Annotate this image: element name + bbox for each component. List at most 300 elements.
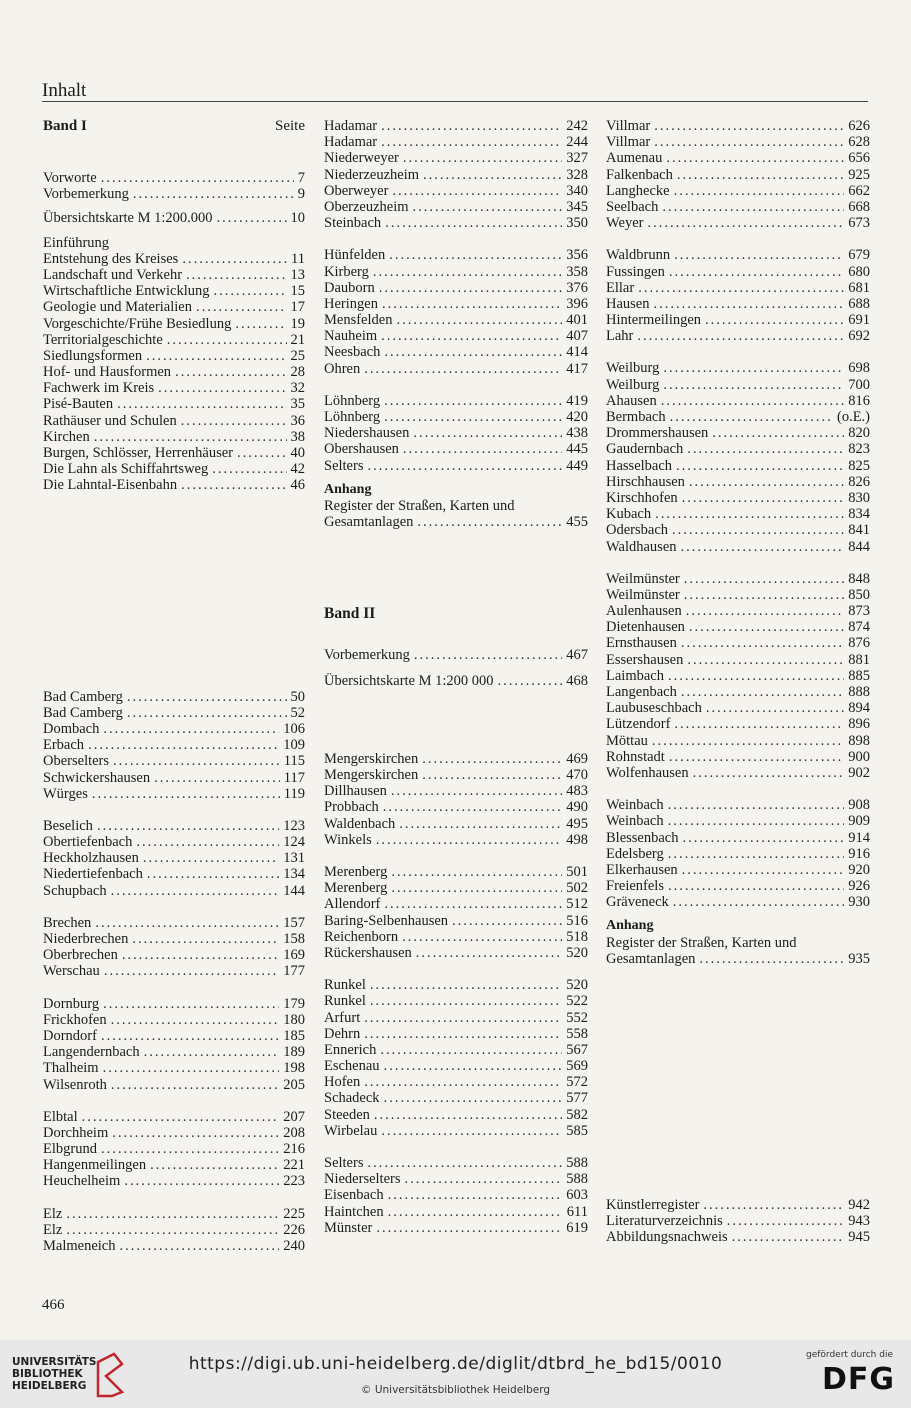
toc-entry-page: 844 <box>848 538 870 555</box>
toc-entry[interactable] <box>43 429 305 445</box>
page-number: 466 <box>42 1297 65 1313</box>
dot-leader <box>364 361 562 377</box>
toc-entry[interactable] <box>43 1141 305 1157</box>
toc-entry-page: 490 <box>566 799 588 816</box>
toc-entry-page: 656 <box>848 150 870 167</box>
toc-entry[interactable] <box>43 299 305 315</box>
toc-entry[interactable] <box>324 1026 588 1042</box>
toc-entry[interactable] <box>43 1077 305 1093</box>
toc-entry[interactable] <box>43 1222 305 1238</box>
toc-entry-title: Hadamar <box>324 118 378 134</box>
dot-leader <box>681 635 844 651</box>
toc-entry-page: 470 <box>566 767 588 784</box>
toc-entry[interactable] <box>324 751 588 767</box>
toc-entry[interactable] <box>324 215 588 231</box>
toc-entry[interactable] <box>606 700 870 716</box>
dot-leader <box>88 737 279 753</box>
toc-entry-title: Malmeneich <box>43 1238 116 1254</box>
toc-entry[interactable] <box>324 514 588 530</box>
toc-entry[interactable] <box>324 409 588 425</box>
toc-entry-title: Landschaft und Verkehr <box>43 266 183 283</box>
toc-group <box>324 1155 588 1236</box>
dot-leader <box>403 150 562 166</box>
toc-entry[interactable] <box>606 522 870 538</box>
toc-entry-page: 582 <box>566 1106 588 1123</box>
toc-entry[interactable] <box>606 862 870 878</box>
toc-entry-page: 830 <box>848 489 870 506</box>
toc-entry[interactable] <box>43 996 305 1012</box>
toc-entry[interactable] <box>324 816 588 832</box>
toc-entry[interactable] <box>606 393 870 409</box>
toc-entry[interactable] <box>43 461 305 477</box>
toc-entry-page: 208 <box>283 1124 305 1141</box>
toc-entry[interactable] <box>606 1197 870 1213</box>
dot-leader <box>413 199 563 215</box>
toc-entry-page: 692 <box>848 328 870 345</box>
toc-entry-page: 816 <box>848 392 870 409</box>
toc-entry[interactable] <box>43 413 305 429</box>
toc-group <box>606 247 870 344</box>
dot-leader <box>143 850 279 866</box>
toc-entry-page: 628 <box>848 134 870 151</box>
toc-entry[interactable] <box>324 783 588 799</box>
toc-entry[interactable] <box>606 765 870 781</box>
toc-entry[interactable] <box>606 1229 870 1245</box>
dot-leader <box>405 1171 563 1187</box>
toc-entry[interactable] <box>43 1173 305 1189</box>
toc-entry-title: Kirchen <box>43 428 90 445</box>
toc-entry[interactable] <box>324 977 588 993</box>
toc-entry[interactable] <box>43 283 305 299</box>
toc-entry-page: 328 <box>566 166 588 183</box>
toc-column-3 <box>606 118 870 1246</box>
toc-entry[interactable] <box>43 883 305 899</box>
toc-entry-page: 603 <box>566 1187 588 1204</box>
toc-entry[interactable] <box>606 199 870 215</box>
toc-entry-page: (o.E.) <box>836 409 870 425</box>
toc-entry-page: 662 <box>848 182 870 199</box>
toc-entry-title: Möttau <box>606 732 648 749</box>
toc-entry-page: 123 <box>283 817 305 834</box>
toc-entry[interactable] <box>43 947 305 963</box>
dot-leader <box>388 1204 563 1220</box>
toc-entry[interactable] <box>324 993 588 1009</box>
toc-entry-title: Erbach <box>43 737 85 754</box>
toc-entry-page: 914 <box>848 829 870 846</box>
toc-entry[interactable] <box>606 118 870 134</box>
toc-entry-page: 242 <box>566 118 588 134</box>
toc-entry-title: Weyer <box>606 215 644 232</box>
toc-group <box>43 689 305 802</box>
toc-entry[interactable] <box>606 652 870 668</box>
toc-entry[interactable] <box>43 396 305 412</box>
toc-entry-page: 11 <box>291 250 305 267</box>
toc-entry[interactable] <box>43 1012 305 1028</box>
toc-entry-page: 501 <box>566 864 588 881</box>
toc-entry-page: 9 <box>297 186 305 203</box>
dfg-funding-note: gefördert durch die <box>806 1350 893 1360</box>
dot-leader <box>638 280 844 296</box>
toc-entry[interactable] <box>324 1171 588 1187</box>
toc-entry-page: 42 <box>290 461 305 478</box>
toc-entry-title: Lahr <box>606 328 634 345</box>
toc-entry[interactable] <box>43 689 305 705</box>
toc-entry[interactable] <box>324 832 588 848</box>
toc-entry[interactable] <box>43 1125 305 1141</box>
dot-leader <box>383 799 562 815</box>
toc-entry[interactable] <box>324 199 588 215</box>
toc-entry-title: Runkel <box>324 993 366 1010</box>
dot-leader <box>92 786 280 802</box>
toc-entry-page: 626 <box>848 118 870 134</box>
dot-leader <box>132 931 279 947</box>
toc-entry[interactable] <box>43 915 305 931</box>
toc-entry[interactable] <box>43 818 305 834</box>
dot-leader <box>66 1206 279 1222</box>
toc-entry[interactable] <box>606 635 870 651</box>
toc-entry[interactable] <box>43 332 305 348</box>
dot-leader <box>391 864 562 880</box>
toc-entry-page: 327 <box>566 150 588 167</box>
toc-entry[interactable] <box>324 167 588 183</box>
toc-entry[interactable] <box>324 1107 588 1123</box>
dot-leader <box>689 474 844 490</box>
toc-entry[interactable] <box>43 316 305 332</box>
dot-leader <box>384 409 562 425</box>
toc-entry[interactable] <box>43 1044 305 1060</box>
toc-entry[interactable] <box>324 1123 588 1139</box>
toc-entry[interactable] <box>606 951 870 967</box>
toc-entry-page: 177 <box>283 963 305 980</box>
toc-entry[interactable] <box>606 167 870 183</box>
toc-entry-title: Weilmünster <box>606 586 680 603</box>
toc-entry[interactable] <box>324 1042 588 1058</box>
toc-entry[interactable] <box>606 215 870 231</box>
toc-entry[interactable] <box>606 150 870 166</box>
dot-leader <box>674 183 845 199</box>
toc-entry-title: Weilburg <box>606 376 660 393</box>
dot-leader <box>392 183 562 199</box>
toc-entry-title: Gesamtanlagen <box>606 950 696 967</box>
toc-entry[interactable] <box>324 183 588 199</box>
toc-entry[interactable] <box>606 474 870 490</box>
toc-entry-title: Dillhausen <box>324 783 387 800</box>
toc-entry[interactable] <box>43 251 305 267</box>
toc-entry-page: 825 <box>848 457 870 474</box>
dot-leader <box>144 1044 280 1060</box>
toc-entry[interactable] <box>324 264 588 280</box>
toc-entry[interactable] <box>324 1090 588 1106</box>
dot-leader <box>112 1125 279 1141</box>
dot-leader <box>376 1220 562 1236</box>
dot-leader <box>654 118 844 134</box>
toc-entry[interactable] <box>43 786 305 802</box>
toc-entry-page: 417 <box>566 360 588 377</box>
dot-leader <box>381 1123 562 1139</box>
toc-entry[interactable] <box>43 721 305 737</box>
toc-entry[interactable] <box>606 377 870 393</box>
toc-entry-page: 223 <box>283 1173 305 1190</box>
toc-entry-title: Übersichtskarte M 1:200.000 <box>43 210 213 227</box>
toc-entry-page: 117 <box>283 769 305 786</box>
toc-entry[interactable] <box>324 929 588 945</box>
dot-leader <box>684 587 845 603</box>
toc-entry-title: Hasselbach <box>606 457 673 474</box>
toc-entry[interactable] <box>606 733 870 749</box>
toc-entry[interactable] <box>324 1204 588 1220</box>
toc-entry-title: Niederweyer <box>324 150 399 167</box>
toc-entry-title: Burgen, Schlösser, Herrenhäuser <box>43 445 234 461</box>
toc-entry-title: Rückershausen <box>324 944 412 961</box>
toc-entry[interactable] <box>606 360 870 376</box>
toc-entry[interactable] <box>606 797 870 813</box>
toc-entry[interactable] <box>43 1206 305 1222</box>
toc-entry[interactable] <box>43 1028 305 1044</box>
toc-entry-title: Bad Camberg <box>43 688 123 705</box>
toc-entry[interactable] <box>324 458 588 474</box>
toc-entry[interactable] <box>324 361 588 377</box>
toc-entry[interactable] <box>606 668 870 684</box>
toc-entry[interactable] <box>43 866 305 882</box>
toc-entry[interactable] <box>606 749 870 765</box>
toc-entry[interactable] <box>324 247 588 263</box>
dot-leader <box>182 251 287 267</box>
toc-entry-page: 902 <box>848 764 870 781</box>
band-label: Band I <box>43 118 87 134</box>
toc-entry[interactable] <box>43 348 305 364</box>
toc-entry[interactable] <box>606 134 870 150</box>
toc-entry[interactable] <box>324 1155 588 1171</box>
toc-entry[interactable] <box>606 506 870 522</box>
toc-entry[interactable] <box>606 441 870 457</box>
toc-entry[interactable] <box>324 647 588 663</box>
document-url-link[interactable]: https://digi.ub.uni-heidelberg.de/diglit/dtbrd_he_bd15/0010 <box>188 1354 723 1374</box>
toc-entry-title: Brechen <box>43 914 92 931</box>
toc-entry-page: 894 <box>848 700 870 717</box>
toc-entry[interactable] <box>43 186 305 202</box>
toc-entry-page: 567 <box>566 1041 588 1058</box>
toc-entry[interactable] <box>606 247 870 263</box>
toc-entry-title: Wilsenroth <box>43 1076 107 1093</box>
toc-entry[interactable] <box>324 150 588 166</box>
dot-leader <box>113 753 280 769</box>
toc-entry[interactable] <box>606 183 870 199</box>
dot-leader <box>402 929 562 945</box>
toc-entry-title: Gräveneck <box>606 894 669 911</box>
toc-entry[interactable] <box>324 799 588 815</box>
toc-entry-page: 15 <box>290 283 305 300</box>
toc-entry-page: 13 <box>290 266 305 283</box>
dot-leader <box>668 668 844 684</box>
toc-entry[interactable] <box>324 913 588 929</box>
toc-entry[interactable] <box>43 834 305 850</box>
toc-entry[interactable] <box>324 296 588 312</box>
toc-group <box>324 393 588 474</box>
toc-entry-page: 10 <box>290 210 305 227</box>
toc-entry[interactable] <box>43 210 305 226</box>
toc-entry[interactable] <box>324 1010 588 1026</box>
toc-entry[interactable] <box>324 425 588 441</box>
toc-entry[interactable] <box>606 425 870 441</box>
dot-leader <box>101 1141 279 1157</box>
toc-entry[interactable] <box>324 896 588 912</box>
toc-entry-title: Vorworte <box>43 170 97 186</box>
toc-entry[interactable] <box>43 705 305 721</box>
toc-entry[interactable] <box>43 380 305 396</box>
toc-entry-title: Falkenbach <box>606 166 673 183</box>
anhang-label: Anhang <box>324 481 372 497</box>
dot-leader <box>167 332 287 348</box>
toc-entry-page: 619 <box>566 1219 588 1236</box>
dot-leader <box>212 461 286 477</box>
dot-leader <box>104 963 279 979</box>
toc-entry[interactable] <box>324 118 588 134</box>
toc-entry[interactable] <box>606 328 870 344</box>
toc-entry-page: 52 <box>290 704 305 721</box>
toc-column-2 <box>324 118 588 1236</box>
toc-entry-title: Waldbrunn <box>606 247 671 264</box>
toc-entry[interactable] <box>43 477 305 493</box>
toc-entry-page: 512 <box>566 896 588 913</box>
toc-entry[interactable] <box>43 931 305 947</box>
toc-entry-page: 848 <box>848 570 870 587</box>
toc-entry-page: 588 <box>566 1155 588 1172</box>
toc-entry-page: 680 <box>848 263 870 280</box>
viewer-footer <box>0 1340 911 1408</box>
toc-entry-title: Die Lahntal-Eisenbahn <box>43 477 178 494</box>
toc-entry[interactable] <box>606 684 870 700</box>
toc-entry[interactable] <box>324 673 588 689</box>
toc-entry[interactable] <box>606 490 870 506</box>
toc-entry-title: Hadamar <box>324 134 378 151</box>
toc-entry[interactable] <box>43 850 305 866</box>
toc-entry[interactable] <box>324 280 588 296</box>
dot-leader <box>699 951 844 967</box>
dot-leader <box>103 1060 280 1076</box>
toc-entry-page: 358 <box>566 263 588 280</box>
toc-entry[interactable] <box>606 280 870 296</box>
toc-entry[interactable] <box>43 267 305 283</box>
toc-entry[interactable] <box>43 170 305 186</box>
toc-entry-page: 518 <box>566 928 588 945</box>
dot-leader <box>705 312 844 328</box>
toc-group <box>606 797 870 910</box>
toc-entry[interactable] <box>606 830 870 846</box>
dot-leader <box>687 652 844 668</box>
toc-entry[interactable] <box>606 846 870 862</box>
toc-entry-page: 498 <box>566 831 588 848</box>
toc-group <box>324 118 588 231</box>
toc-entry[interactable] <box>43 364 305 380</box>
toc-entry[interactable] <box>324 328 588 344</box>
dot-leader <box>396 312 562 328</box>
toc-entry[interactable] <box>606 312 870 328</box>
toc-entry[interactable] <box>43 1157 305 1173</box>
toc-entry-title: Wirbelau <box>324 1122 378 1139</box>
dot-leader <box>706 700 844 716</box>
toc-entry[interactable] <box>324 393 588 409</box>
toc-entry[interactable] <box>606 264 870 280</box>
dot-leader <box>674 716 844 732</box>
toc-entry[interactable] <box>43 737 305 753</box>
dot-leader <box>652 733 844 749</box>
toc-entry-title: Dorndorf <box>43 1027 97 1044</box>
dot-leader <box>117 396 286 412</box>
university-library-logo[interactable]: UNIVERSITÄTS- BIBLIOTHEK HEIDELBERG <box>12 1356 101 1392</box>
toc-entry-title: Reichenborn <box>324 928 399 945</box>
toc-entry-page: 558 <box>566 1025 588 1042</box>
toc-entry-page: 340 <box>566 182 588 199</box>
toc-entry[interactable] <box>606 571 870 587</box>
toc-entry[interactable] <box>606 603 870 619</box>
toc-entry[interactable] <box>324 880 588 896</box>
toc-entry[interactable] <box>43 1238 305 1254</box>
toc-entry[interactable] <box>43 1109 305 1125</box>
toc-entry[interactable] <box>324 1220 588 1236</box>
toc-entry[interactable] <box>606 1213 870 1229</box>
dot-leader <box>367 458 562 474</box>
toc-entry-page: 691 <box>848 312 870 329</box>
dot-leader <box>672 522 844 538</box>
toc-entry[interactable] <box>606 894 870 910</box>
toc-entry[interactable] <box>606 878 870 894</box>
toc-entry[interactable] <box>606 716 870 732</box>
toc-entry[interactable] <box>43 753 305 769</box>
toc-entry[interactable] <box>324 945 588 961</box>
dot-leader <box>662 199 844 215</box>
toc-group <box>43 1109 305 1190</box>
toc-group <box>606 571 870 781</box>
dfg-logo[interactable]: DFG <box>821 1362 895 1397</box>
toc-entry-title: Drommershausen <box>606 425 709 442</box>
toc-entry[interactable] <box>606 587 870 603</box>
toc-entry-title: Runkel <box>324 977 366 994</box>
toc-entry-page: 925 <box>848 166 870 183</box>
toc-entry[interactable] <box>43 963 305 979</box>
toc-entry[interactable] <box>43 770 305 786</box>
toc-entry-page: 414 <box>566 344 588 361</box>
toc-entry-page: 881 <box>848 651 870 668</box>
toc-entry[interactable] <box>324 1074 588 1090</box>
toc-entry[interactable] <box>324 441 588 457</box>
toc-entry[interactable] <box>324 134 588 150</box>
toc-entry[interactable] <box>324 1058 588 1074</box>
toc-entry[interactable] <box>324 1187 588 1203</box>
dot-leader <box>103 721 279 737</box>
toc-entry-title: Vorbemerkung <box>43 186 129 203</box>
toc-entry-title: Steinbach <box>324 215 382 232</box>
toc-column-1 <box>43 118 305 1254</box>
toc-entry[interactable] <box>43 445 305 461</box>
toc-entry[interactable] <box>43 1060 305 1076</box>
toc-entry[interactable] <box>324 767 588 783</box>
toc-entry[interactable] <box>324 864 588 880</box>
toc-entry[interactable] <box>606 296 870 312</box>
toc-entry[interactable] <box>606 409 870 425</box>
dot-leader <box>498 673 563 689</box>
toc-entry[interactable] <box>606 458 870 474</box>
toc-entry[interactable] <box>606 619 870 635</box>
toc-entry-page: 420 <box>566 409 588 425</box>
toc-entry[interactable] <box>324 344 588 360</box>
toc-entry-page: 225 <box>283 1205 305 1222</box>
toc-entry-title: Entstehung des Kreises <box>43 250 179 267</box>
toc-entry-page: 221 <box>283 1157 305 1174</box>
toc-entry-title: Mengerskirchen <box>324 750 419 767</box>
toc-entry[interactable] <box>606 539 870 555</box>
toc-entry[interactable] <box>324 312 588 328</box>
toc-entry[interactable] <box>606 813 870 829</box>
